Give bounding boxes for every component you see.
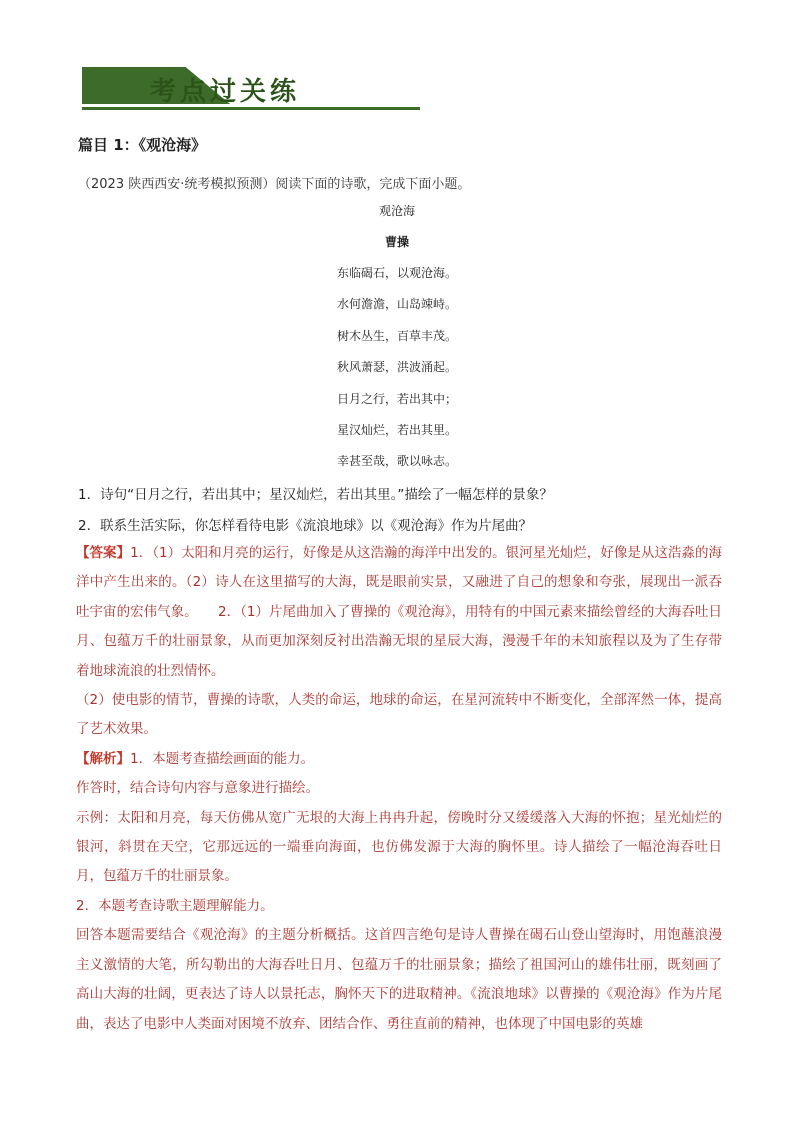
analysis-line-5: 回答本题需要结合《观沧海》的主题分析概括。这首四言绝句是诗人曹操在碣石山登山望海时，用饱蘸浪漫主义激情的大笔，所勾勒出的大海吞吐日月、包蕴万千的壮丽景象；描绘了祖国河山的雄伟壮丽，既刻画了高山大海的壮阔，更表达了诗人以景托志，胸怀天下的进取精神。《流浪地球》以曹操的《观沧海》作为片尾曲，表达了电影中人类面对困境不放弃、团结合作、勇往直前的精神，也体现了中国电影的英雄 (76, 927, 722, 1032)
poem-line: 水何澹澹，山岛竦峙。 (336, 297, 457, 312)
banner-underline (82, 107, 420, 110)
answer-part-2-text: 2．（1）片尾曲加入了曹操的《观沧海》，用特有的中国元素来描绘曾经的大海吞吐日月、包蕴万千的壮丽景象，从而更加深刻反衬出浩瀚无垠的星辰大海，漫漫千年的未知旅程以及为了生存带着地球流浪的壮烈情怀。 (76, 603, 723, 679)
poem (200, 202, 594, 484)
analysis-line-4: 2．本题考查诗歌主题理解能力。 (76, 897, 274, 914)
answer-section (76, 539, 722, 1039)
question-2: 2．联系生活实际，你怎样看待电影《流浪地球》以《观沧海》作为片尾曲？ (78, 518, 533, 534)
poem-title: 观沧海 (378, 204, 415, 218)
analysis-line-1-text: 1．本题考查描绘画面的能力。 (130, 750, 315, 767)
poem-line: 树木丛生，百草丰茂。 (336, 328, 457, 343)
answer-part-3: （2）使电影的情节，曹操的诗歌，人类的命运，地球的命运，在星河流转中不断变化，全部浑然一体，提高了艺术效果。 (76, 692, 722, 738)
poem-line: 日月之行，若出其中； (336, 391, 457, 406)
answer-part-1 (76, 539, 722, 686)
exercise-intro: （2023 陕西西安·统考模拟预测）阅读下面的诗歌，完成下面小题。 (78, 177, 471, 192)
answer-part-1-text: 1．（1）太阳和月亮的运行，好像是从这浩瀚的海洋中出发的。银河星光灿烂，好像是从这浩淼的海洋中产生出来的。（2）诗人在这里描写的大海，既是眼前实景，又融进了自己的想象和夸张，展现出一派吞吐宇宙的宏伟气象。 (76, 545, 722, 620)
analysis-tag: 【解析】 (76, 750, 130, 767)
answer-tag: 【答案】 (76, 545, 131, 561)
analysis-line-1 (76, 745, 722, 774)
poem-line: 星汉灿烂，若出其里。 (336, 422, 457, 437)
poem-line: 东临碣石，以观沧海。 (336, 266, 457, 280)
section-title: 篇目 1：《观沧海》 (78, 136, 207, 154)
section-banner (82, 67, 420, 113)
analysis-line-3: 示例：太阳和月亮，每天仿佛从宽广无垠的大海上冉冉升起，傍晚时分又缓缓落入大海的怀抱；星光灿烂的银河，斜贯在天空，它那远远的一端垂向海面，也仿佛发源于大海的胸怀里。诗人描绘了一幅沧海吞吐日月，包蕴万千的壮丽景象。 (76, 809, 722, 885)
banner-title: 考点过关练 (150, 77, 301, 107)
poem-line: 幸甚至哉，歌以咏志。 (336, 454, 457, 469)
poem-line: 秋风萧瑟，洪波涌起。 (336, 360, 457, 375)
analysis-line-2: 作答时，结合诗句内容与意象进行描绘。 (76, 780, 319, 797)
poem-author: 曹操 (384, 235, 409, 249)
question-1: 1．诗句“日月之行，若出其中；星汉灿烂，若出其里。”描绘了一幅怎样的景象？ (78, 487, 553, 503)
